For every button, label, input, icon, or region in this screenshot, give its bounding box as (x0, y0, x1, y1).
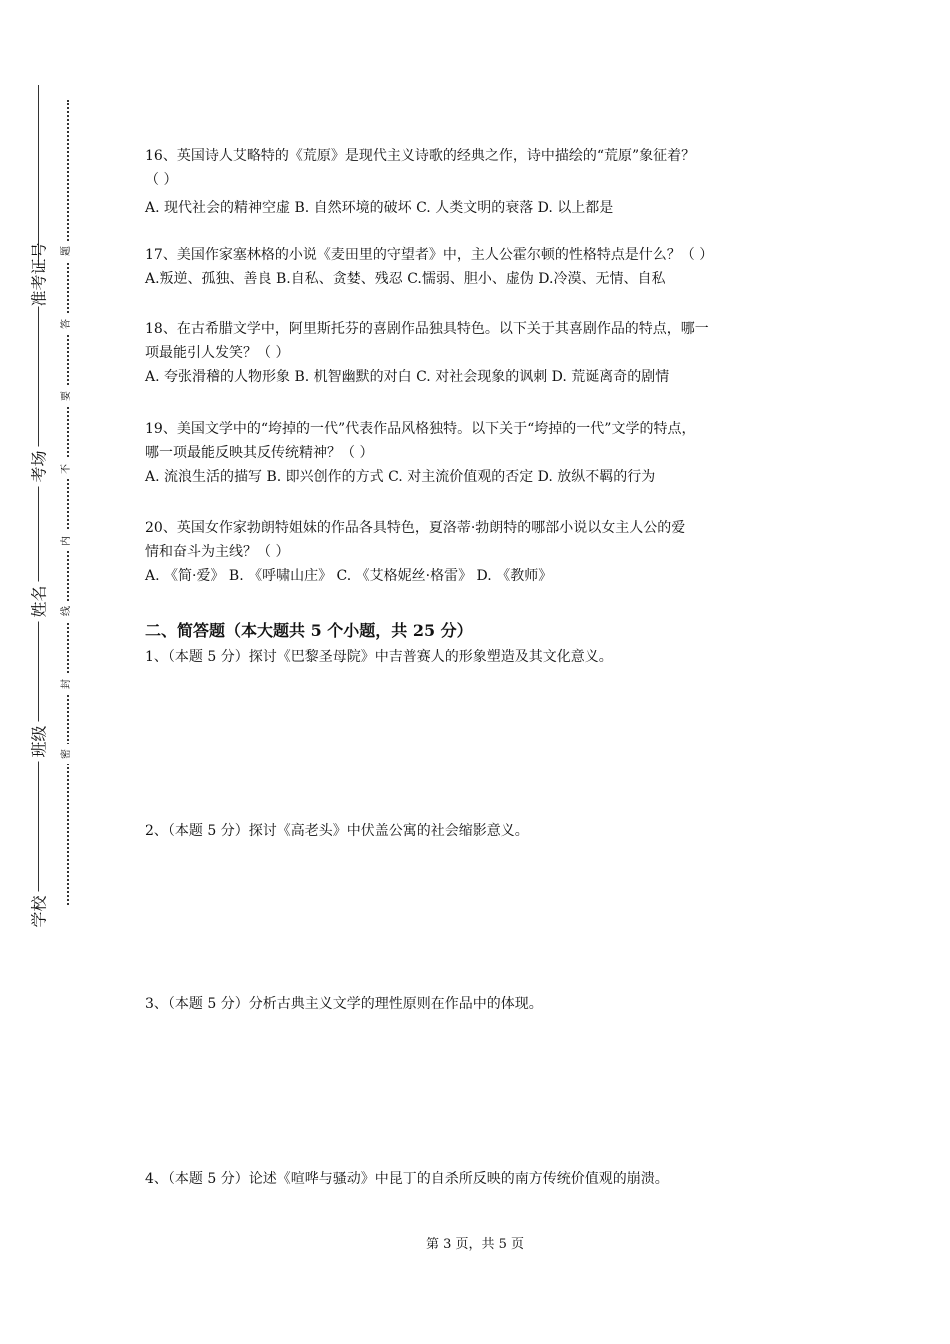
binding-line (38, 85, 39, 925)
seal-char: 题 (61, 241, 73, 261)
question-stem: （ ） (145, 172, 178, 188)
question-options: A. 夸张滑稽的人物形象 B. 机智幽默的对白 C. 对社会现象的讽刺 D. 荒诞离奇的剧情 (145, 369, 670, 385)
seal-char: 答 (61, 314, 73, 334)
short-answer-2: 2、（本题 5 分）探讨《高老头》中伏盖公寓的社会缩影意义。 (145, 823, 529, 839)
question-19 (145, 417, 825, 489)
seal-char: 密 (61, 744, 73, 764)
seal-char: 封 (61, 674, 73, 694)
question-stem: 18、在古希腊文学中，阿里斯托芬的喜剧作品独具特色。以下关于其喜剧作品的特点，哪一 (145, 321, 709, 337)
exam-room-label: 考场 (27, 447, 50, 487)
short-answer-1: 1、（本题 5 分）探讨《巴黎圣母院》中吉普赛人的形象塑造及其文化意义。 (145, 649, 613, 665)
question-options: A.叛逆、孤独、善良 B.自私、贪婪、残忍 C.懦弱、胆小、虚伪 D.冷漠、无情、自私 (145, 271, 666, 287)
page-footer: 第 3 页，共 5 页 (425, 1237, 525, 1252)
question-stem: 20、英国女作家勃朗特姐妹的作品各具特色，夏洛蒂·勃朗特的哪部小说以女主人公的爱 (145, 520, 686, 536)
question-stem: 17、美国作家塞林格的小说《麦田里的守望者》中，主人公霍尔顿的性格特点是什么？（ ） (145, 247, 714, 263)
class-label: 班级 (27, 722, 50, 762)
question-16 (145, 144, 825, 220)
question-options: A. 流浪生活的描写 B. 即兴创作的方式 C. 对主流价值观的否定 D. 放纵不羁的行为 (145, 469, 656, 485)
question-options: A. 现代社会的精神空虚 B. 自然环境的破坏 C. 人类文明的衰落 D. 以上都是 (145, 200, 614, 216)
question-20 (145, 516, 825, 588)
question-stem: 项最能引人发笑？（ ） (145, 345, 290, 361)
seal-char: 线 (61, 601, 73, 621)
question-stem: 哪一项最能反映其反传统精神？（ ） (145, 445, 374, 461)
question-stem: 情和奋斗为主线？（ ） (145, 544, 290, 560)
question-options: A. 《简·爱》 B. 《呼啸山庄》 C. 《艾格妮丝·格雷》 D. 《教师》 (145, 568, 553, 584)
short-answer-3: 3、（本题 5 分）分析古典主义文学的理性原则在作品中的体现。 (145, 996, 543, 1012)
seal-char: 内 (61, 531, 73, 551)
school-label: 学校 (27, 892, 50, 932)
question-18 (145, 317, 825, 389)
seal-dotted-line (67, 100, 69, 905)
seal-char: 不 (61, 459, 73, 479)
exam-id-label: 准考证号 (27, 267, 50, 307)
question-stem: 19、美国文学中的“垮掉的一代”代表作品风格独特。以下关于“垮掉的一代”文学的特点， (145, 421, 696, 437)
name-label: 姓名 (27, 582, 50, 622)
short-answer-4: 4、（本题 5 分）论述《喧哗与骚动》中昆丁的自杀所反映的南方传统价值观的崩溃。 (145, 1171, 669, 1187)
seal-char: 要 (61, 386, 73, 406)
section-heading: 二、简答题（本大题共 5 个小题，共 25 分） (145, 621, 473, 640)
question-stem: 16、英国诗人艾略特的《荒原》是现代主义诗歌的经典之作，诗中描绘的“荒原”象征着？ (145, 148, 696, 164)
question-17 (145, 243, 825, 291)
